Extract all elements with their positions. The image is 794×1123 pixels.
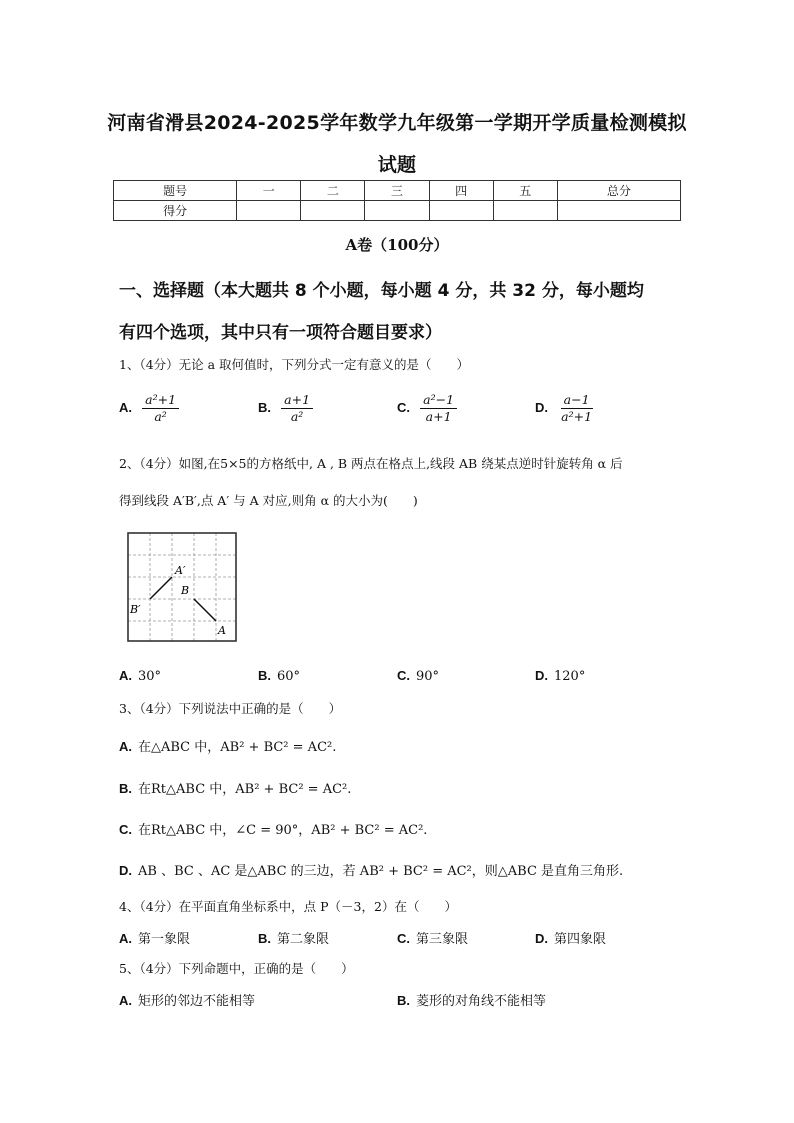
numerator: a−1 <box>561 392 593 409</box>
option-label: B. <box>258 931 271 946</box>
option-text: 第三象限 <box>416 932 469 947</box>
part1-heading-line1: 一、选择题（本大题共 8 个小题，每小题 4 分，共 32 分，每小题均 <box>119 281 644 301</box>
score-table <box>113 180 681 221</box>
q3-option-b[interactable] <box>119 778 351 797</box>
option-text: 矩形的邻边不能相等 <box>138 994 256 1009</box>
question-5-stem: 5、（4分）下列命题中，正确的是（ ） <box>119 961 354 976</box>
page-title-line1: 河南省滑县2024-2025学年数学九年级第一学期开学质量检测模拟 <box>107 112 687 134</box>
q2-option-b[interactable] <box>258 668 300 684</box>
score-cell: 二 <box>301 181 365 201</box>
q1-option-b[interactable] <box>258 392 313 425</box>
option-text: 90° <box>416 669 440 684</box>
option-label: C. <box>397 931 410 946</box>
part1-heading-line2: 有四个选项，其中只有一项符合题目要求） <box>119 323 442 343</box>
q4-option-b[interactable] <box>258 928 329 947</box>
score-cell: 四 <box>429 181 493 201</box>
option-text: AB 、BC 、AC 是△ABC 的三边，若 AB² + BC² = AC²，则△ABC 是直角三角形. <box>138 864 624 879</box>
option-label: C. <box>119 822 132 837</box>
option-label: B. <box>258 668 271 683</box>
option-text: 第一象限 <box>138 932 191 947</box>
question-2-stem-line2: 得到线段 A′B′,点 A′ 与 A 对应,则角 α 的大小为( ) <box>119 493 418 508</box>
score-cell: 五 <box>493 181 557 201</box>
score-cell: 一 <box>237 181 301 201</box>
score-cell: 三 <box>365 181 429 201</box>
option-label: B. <box>397 993 410 1008</box>
fraction <box>142 392 179 425</box>
option-label: B. <box>119 781 132 796</box>
score-cell: 总分 <box>557 181 680 201</box>
option-text: 120° <box>554 669 586 684</box>
option-label: A. <box>119 668 132 683</box>
score-input-cell[interactable] <box>493 201 557 221</box>
option-label: C. <box>397 668 410 683</box>
option-text: 在△ABC 中，AB² + BC² = AC². <box>138 740 337 755</box>
label-a-prime: A′ <box>175 564 186 577</box>
q4-option-c[interactable] <box>397 928 468 947</box>
option-label: B. <box>258 400 271 415</box>
score-cell: 得分 <box>114 201 237 221</box>
score-input-cell[interactable] <box>429 201 493 221</box>
option-text: 30° <box>138 669 162 684</box>
score-table-header-row <box>114 181 681 201</box>
q4-option-d[interactable] <box>535 928 606 947</box>
fraction <box>420 392 457 425</box>
option-text: 第四象限 <box>554 932 607 947</box>
label-b-prime: B′ <box>130 603 141 616</box>
option-label: A. <box>119 931 132 946</box>
denominator: a² <box>290 409 304 424</box>
question-2-stem-line1: 2、（4分）如图,在5×5的方格纸中, A , B 两点在格点上,线段 AB 绕某点逆时针旋转角 α 后 <box>119 456 623 471</box>
option-label: D. <box>535 668 548 683</box>
option-label: D. <box>535 400 548 415</box>
option-text: 菱形的对角线不能相等 <box>416 994 547 1009</box>
score-input-cell[interactable] <box>365 201 429 221</box>
question-1-stem: 1、（4分）无论 a 取何值时，下列分式一定有意义的是（ ） <box>119 357 470 372</box>
q1-option-d[interactable] <box>535 392 595 425</box>
q2-option-d[interactable] <box>535 668 585 684</box>
score-input-cell[interactable] <box>557 201 680 221</box>
score-table-score-row <box>114 201 681 221</box>
option-label: D. <box>535 931 548 946</box>
numerator: a²−1 <box>420 392 457 409</box>
q1-option-a[interactable] <box>119 392 179 425</box>
option-label: A. <box>119 739 132 754</box>
fraction <box>558 392 595 425</box>
option-text: 在Rt△ABC 中，∠C = 90°，AB² + BC² = AC². <box>138 823 428 838</box>
option-label: A. <box>119 400 132 415</box>
option-label: C. <box>397 400 410 415</box>
label-b: B <box>181 584 190 597</box>
score-input-cell[interactable] <box>237 201 301 221</box>
q3-option-d[interactable] <box>119 860 623 879</box>
q5-option-b[interactable] <box>397 990 546 1009</box>
q3-option-a[interactable] <box>119 736 336 755</box>
q5-option-a[interactable] <box>119 990 255 1009</box>
denominator: a² <box>154 409 167 424</box>
fraction <box>281 392 313 425</box>
q2-option-a[interactable] <box>119 668 161 684</box>
q4-option-a[interactable] <box>119 928 190 947</box>
question-3-stem: 3、（4分）下列说法中正确的是（ ） <box>119 701 342 716</box>
option-label: D. <box>119 863 132 878</box>
option-text: 第二象限 <box>277 932 330 947</box>
numerator: a²+1 <box>142 392 179 409</box>
grid-figure <box>122 527 242 647</box>
label-a: A <box>218 624 226 637</box>
section-a-heading: A卷（100分） <box>345 236 449 254</box>
segment-a-b <box>194 599 216 621</box>
question-4-stem: 4、（4分）在平面直角坐标系中，点 P（－3，2）在（ ） <box>119 899 457 914</box>
q1-option-c[interactable] <box>397 392 457 425</box>
score-cell: 题号 <box>114 181 237 201</box>
segment-a-prime-b-prime <box>150 577 172 599</box>
option-text: 在Rt△ABC 中，AB² + BC² = AC². <box>138 782 352 797</box>
page-title-line2: 试题 <box>377 154 417 176</box>
q2-option-c[interactable] <box>397 668 439 684</box>
q3-option-c[interactable] <box>119 819 427 838</box>
numerator: a+1 <box>281 392 313 409</box>
option-label: A. <box>119 993 132 1008</box>
option-text: 60° <box>277 669 301 684</box>
denominator: a²+1 <box>561 409 593 424</box>
denominator: a+1 <box>425 409 452 424</box>
score-input-cell[interactable] <box>301 201 365 221</box>
